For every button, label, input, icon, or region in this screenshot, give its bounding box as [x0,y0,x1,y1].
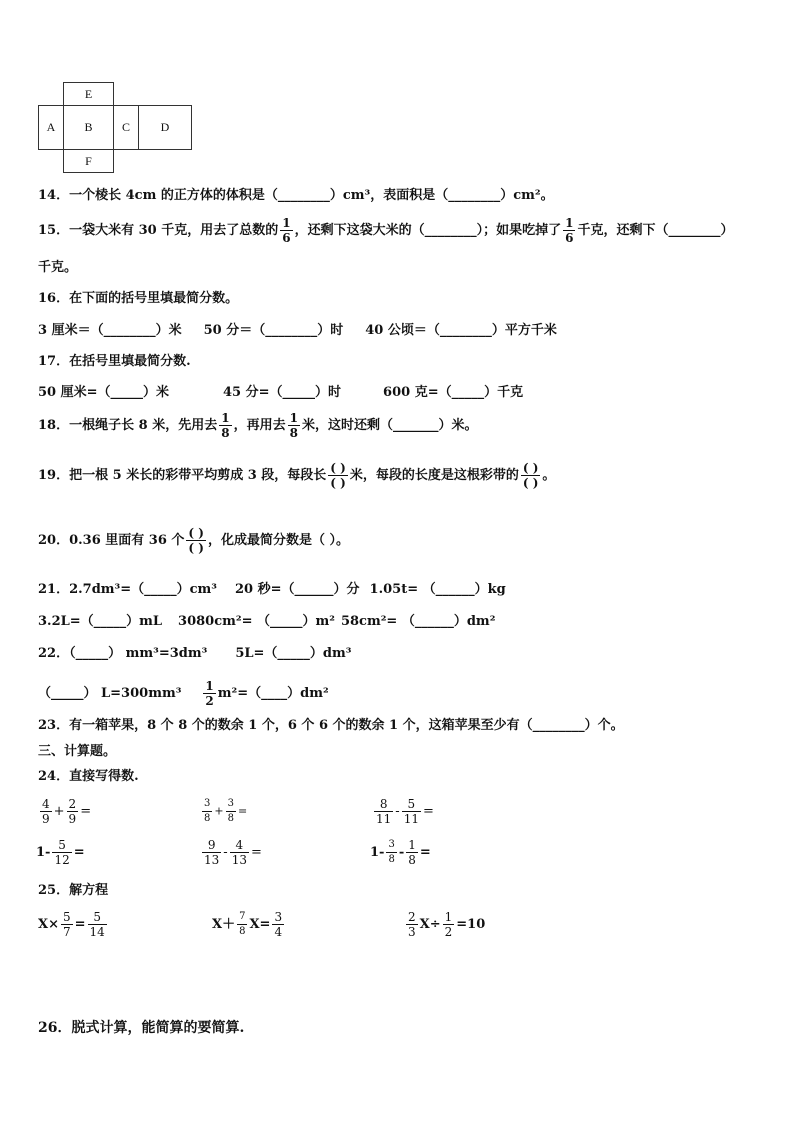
blank-fraction: $\frac{( )}{( )}$ [522,461,539,490]
question-16-title: 16．在下面的括号里填最简分数。 [38,291,239,306]
question-26: 26．脱式计算，能简算的要简算. [38,1020,245,1036]
q24-expr-3: $\frac{8}{11}$ - $\frac{5}{11}$ = [376,797,434,826]
q25-equation-2: X＋ $\frac{7}{8}$ X= $\frac{3}{4}$ [212,910,283,939]
q24-expr-4: 1- $\frac{5}{12}$ = [36,838,85,867]
question-18: 18．一根绳子长 8 米，先用去 $\frac{1}{8}$ ，再用去 $\frac{1}{8}$ 米，这时还剩（_______）米。 [38,411,478,440]
question-16-items: 3 厘米＝（________）米 50 分＝（________）时 40 公顷＝（________）平方千米 [38,323,557,338]
net-face-f: F [63,149,114,173]
net-face-c: C [113,105,139,150]
question-23: 23．有一箱苹果，8 个 8 个的数余 1 个，6 个 6 个的数余 1 个，这箱苹果至少有（________）个。 [38,718,624,733]
q24-expr-6: 1- $\frac{3}{8}$ - $\frac{1}{8}$ = [370,838,431,867]
question-24-title: 24．直接写得数. [38,769,139,784]
net-face-a: A [38,105,64,150]
fraction: $\frac{1}{6}$ [282,216,291,245]
net-face-d: D [138,105,192,150]
question-20: 20．0.36 里面有 36 个 $\frac{( )}{( )}$ ，化成最简分数是（ ）。 [38,526,349,555]
q24-expr-5: $\frac{9}{13}$ - $\frac{4}{13}$ = [204,838,262,867]
section-heading-calculation: 三、计算题。 [38,744,117,759]
question-21-line2: 3.2L=（_____）mL 3080cm²= （_____）m² 58cm²= （______）dm² [38,614,496,629]
blank-fraction: $\frac{( )}{( )}$ [330,461,346,490]
question-17-items: 50 厘米=（_____）米 45 分=（_____）时 600 克=（_____）千克 [38,385,524,400]
question-19: 19．把一根 5 米长的彩带平均剪成 3 段，每段长 $\frac{( )}{( )}$ 米，每段的长度是这根彩带的 $\frac{( )}{( )}$ 。 [38,461,556,490]
fraction: $\frac{1}{8}$ [289,411,298,440]
question-21-line1: 21．2.7dm³=（_____）cm³ 20 秒=（______）分 1.05t= （______）kg [38,582,506,597]
question-25-title: 25．解方程 [38,883,109,898]
net-face-e: E [63,82,114,106]
question-15-cont: 千克。 [38,260,78,275]
net-face-b: B [63,105,114,150]
fraction: $\frac{1}{2}$ [205,679,214,708]
q24-expr-2: $\frac{3}{8}$ + $\frac{3}{8}$ = [204,798,248,824]
cube-net-diagram [38,82,198,174]
question-22-line1: 22．（_____） mm³=3dm³ 5L=（_____）dm³ [38,646,352,661]
question-15: 15．一袋大米有 30 千克，用去了总数的 $\frac{1}{6}$ ，还剩下这袋大米的（________）；如果吃掉了 $\frac{1}{6}$ 千克，还剩下（________） [38,216,734,245]
question-22-line2: （_____） L=300mm³ $\frac{1}{2}$ m²=（____）dm² [38,679,329,708]
blank-fraction: $\frac{( )}{( )}$ [188,526,204,555]
fraction: $\frac{1}{8}$ [221,411,230,440]
q25-equation-1: X× $\frac{5}{7}$ = $\frac{5}{14}$ [38,910,105,939]
question-17-title: 17．在括号里填最简分数. [38,354,191,369]
question-14: 14．一个棱长 4cm 的正方体的体积是（________）cm³，表面积是（________）cm²。 [38,188,554,203]
q25-equation-3: $\frac{2}{3}$ X÷ $\frac{1}{2}$ =10 [408,910,486,939]
q24-expr-1: $\frac{4}{9}$ + $\frac{2}{9}$ = [42,797,92,826]
fraction: $\frac{1}{6}$ [565,216,574,245]
